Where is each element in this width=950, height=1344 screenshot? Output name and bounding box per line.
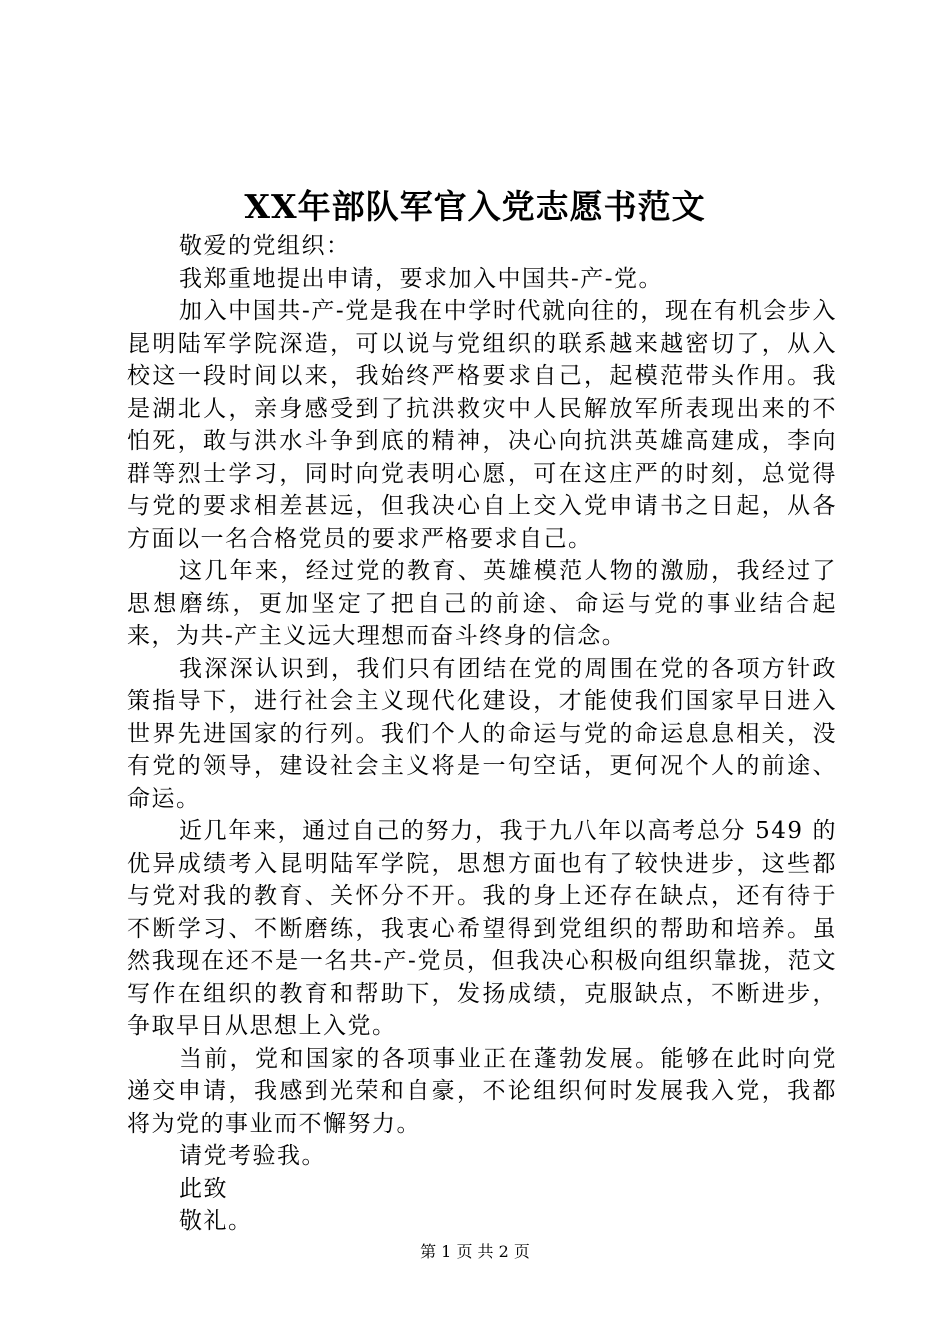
paragraph: 我郑重地提出申请，要求加入中国共-产-党。 — [179, 265, 664, 292]
paragraph: 这几年来，经过党的教育、英雄模范人物的激励，我经过了思想磨练，更加坚定了把自己的前途、命运与党的事业结合起来，为共-产主义远大理想而奋斗终身的信念。 — [127, 558, 837, 649]
letter-body — [127, 230, 837, 1238]
paragraph: 当前，党和国家的各项事业正在蓬勃发展。能够在此时向党递交申请，我感到光荣和自豪，不论组织何时发展我入党，我都将为党的事业而不懈努力。 — [127, 1045, 837, 1137]
page-number-footer: 第 1 页 共 2 页 — [420, 1242, 530, 1261]
closing-line: 敬礼。 — [179, 1208, 253, 1234]
closing-line: 此致 — [179, 1175, 228, 1202]
page-title: XX年部队军官入党志愿书范文 — [244, 187, 706, 226]
paragraph: 我深深认识到，我们只有团结在党的周围在党的各项方针政策指导下，进行社会主义现代化建设，才能使我们国家早日进入世界先进国家的行列。我们个人的命运与党的命运息息相关，没有党的领导，建设社会主义将是一句空话，更何况个人的前途、命运。 — [127, 655, 837, 812]
closing-line: 请党考验我。 — [179, 1143, 326, 1169]
paragraph: 近几年来，通过自己的努力，我于九八年以高考总分 549 的优异成绩考入昆明陆军学院，思想方面也有了较快进步，这些都与党对我的教育、关怀分不开。我的身上还存在缺点，还有待于不断学习、不断磨练，我衷心希望得到党组织的帮助和培养。虽然我现在还不是一名共-产-党员，但我决心积极向组织靠拢，范文写作在组织的教育和帮助下，发扬成绩，克服缺点，不断进步，争取早日从思想上入党。 — [127, 818, 837, 1039]
paragraph: 加入中国共-产-党是我在中学时代就向往的，现在有机会步入昆明陆军学院深造，可以说与党组织的联系越来越密切了，从入校这一段时间以来，我始终严格要求自己，起模范带头作用。我是湖北人，亲身感受到了抗洪救灾中人民解放军所表现出来的不怕死，敢与洪水斗争到底的精神，决心向抗洪英雄高建成，李向群等烈士学习，同时向党表明心愿，可在这庄严的时刻，总觉得与党的要求相差甚远，但我决心自上交入党申请书之日起，从各方面以一名合格党员的要求严格要求自己。 — [127, 298, 837, 552]
salutation: 敬爱的党组织： — [179, 233, 351, 259]
